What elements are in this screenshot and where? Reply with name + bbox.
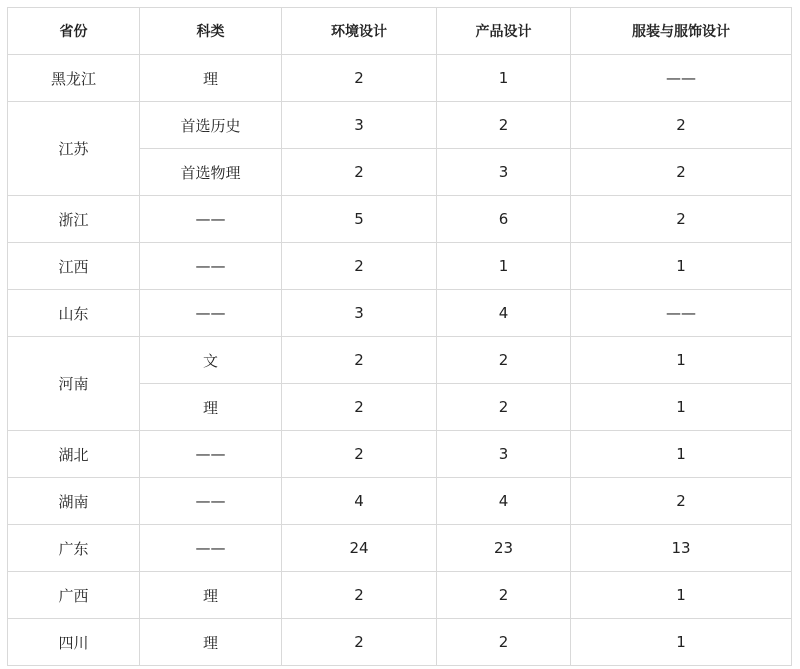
fashion-design-cell: 2	[571, 478, 792, 525]
province-cell: 山东	[8, 290, 140, 337]
environment-design-cell: 4	[282, 478, 437, 525]
province-cell: 四川	[8, 619, 140, 666]
table-row	[8, 102, 792, 149]
fashion-design-cell: 2	[571, 196, 792, 243]
table-row	[8, 196, 792, 243]
category-cell: ——	[140, 431, 282, 478]
fashion-design-cell: 1	[571, 572, 792, 619]
table-row	[8, 525, 792, 572]
product-design-cell: 2	[437, 102, 571, 149]
header-product-design: 产品设计	[437, 8, 571, 55]
category-cell: ——	[140, 243, 282, 290]
environment-design-cell: 2	[282, 572, 437, 619]
environment-design-cell: 3	[282, 102, 437, 149]
product-design-cell: 23	[437, 525, 571, 572]
province-cell: 广西	[8, 572, 140, 619]
province-cell: 湖北	[8, 431, 140, 478]
header-row	[8, 8, 792, 55]
fashion-design-cell: 2	[571, 102, 792, 149]
header-environment-design: 环境设计	[282, 8, 437, 55]
product-design-cell: 1	[437, 55, 571, 102]
fashion-design-cell: ——	[571, 290, 792, 337]
province-cell: 湖南	[8, 478, 140, 525]
environment-design-cell: 2	[282, 337, 437, 384]
fashion-design-cell: 1	[571, 619, 792, 666]
product-design-cell: 3	[437, 431, 571, 478]
product-design-cell: 2	[437, 572, 571, 619]
product-design-cell: 1	[437, 243, 571, 290]
category-cell: 首选物理	[140, 149, 282, 196]
table-row	[8, 431, 792, 478]
environment-design-cell: 3	[282, 290, 437, 337]
category-cell: 首选历史	[140, 102, 282, 149]
table-row	[8, 619, 792, 666]
category-cell: 理	[140, 619, 282, 666]
fashion-design-cell: 1	[571, 384, 792, 431]
fashion-design-cell: 1	[571, 431, 792, 478]
province-cell: 浙江	[8, 196, 140, 243]
category-cell: ——	[140, 478, 282, 525]
table-row	[8, 290, 792, 337]
category-cell: 理	[140, 384, 282, 431]
province-cell: 江苏	[8, 102, 140, 196]
category-cell: 理	[140, 572, 282, 619]
product-design-cell: 6	[437, 196, 571, 243]
admission-plan-table	[7, 7, 792, 666]
fashion-design-cell: ——	[571, 55, 792, 102]
category-cell: 理	[140, 55, 282, 102]
fashion-design-cell: 1	[571, 337, 792, 384]
header-fashion-design: 服装与服饰设计	[571, 8, 792, 55]
environment-design-cell: 24	[282, 525, 437, 572]
fashion-design-cell: 2	[571, 149, 792, 196]
product-design-cell: 3	[437, 149, 571, 196]
province-cell: 黑龙江	[8, 55, 140, 102]
province-cell: 广东	[8, 525, 140, 572]
table-row	[8, 337, 792, 384]
environment-design-cell: 2	[282, 55, 437, 102]
product-design-cell: 4	[437, 290, 571, 337]
product-design-cell: 4	[437, 478, 571, 525]
table-row	[8, 572, 792, 619]
table-row	[8, 55, 792, 102]
table-row	[8, 478, 792, 525]
category-cell: ——	[140, 525, 282, 572]
province-cell: 河南	[8, 337, 140, 431]
category-cell: ——	[140, 196, 282, 243]
category-cell: 文	[140, 337, 282, 384]
product-design-cell: 2	[437, 384, 571, 431]
environment-design-cell: 2	[282, 149, 437, 196]
product-design-cell: 2	[437, 619, 571, 666]
province-cell: 江西	[8, 243, 140, 290]
environment-design-cell: 5	[282, 196, 437, 243]
product-design-cell: 2	[437, 337, 571, 384]
fashion-design-cell: 13	[571, 525, 792, 572]
environment-design-cell: 2	[282, 431, 437, 478]
header-province: 省份	[8, 8, 140, 55]
category-cell: ——	[140, 290, 282, 337]
header-category: 科类	[140, 8, 282, 55]
fashion-design-cell: 1	[571, 243, 792, 290]
environment-design-cell: 2	[282, 243, 437, 290]
environment-design-cell: 2	[282, 384, 437, 431]
environment-design-cell: 2	[282, 619, 437, 666]
table-row	[8, 243, 792, 290]
